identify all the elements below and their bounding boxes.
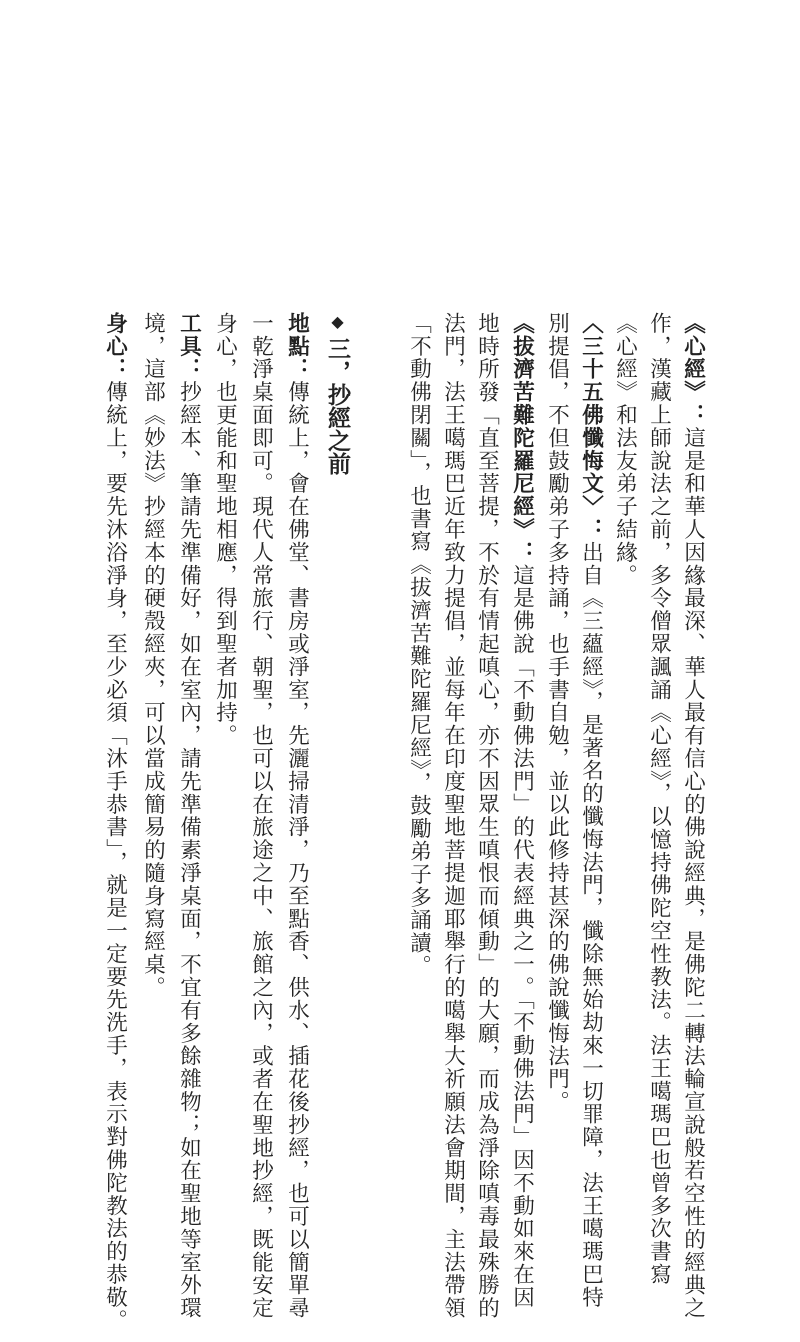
text-column-8: 法門，法王噶瑪巴近年致力提倡，並每年在印度聖地菩提迦耶舉行的噶舉大祈願法會期間，主法帶領	[440, 312, 466, 1320]
text-column-12: 身心，也更能和聖地相應，得到聖者加持。	[212, 312, 238, 748]
term-body-mind: 身心：	[102, 312, 128, 381]
term-35-buddhas: 〈三十五佛懺悔文〉：	[578, 312, 604, 541]
text-column-11: 一乾淨桌面即可。現代人常旅行、朝聖，也可以在旅途之中、旅館之內，或者在聖地抄經，既能安定	[248, 312, 274, 1320]
text-column-4: 〈三十五佛懺悔文〉：出自《三蘊經》，是著名的懺悔法門，懺除無始劫來一切罪障，法王噶瑪巴特	[578, 312, 604, 1309]
text-column-3: 《心經》和法友弟子結緣。	[612, 312, 638, 587]
text-column-7: 地時所發「直至菩提，不於有情起嗔心，亦不因眾生嗔恨而傾動」的大願，而成為淨除嗔毒最殊勝的	[474, 312, 500, 1320]
text-column-13: 工具：抄經本、筆請先準備好，如在室內，請先準備素淨桌面，不宜有多餘雜物；如在聖地等室外環	[176, 312, 202, 1320]
term-heart-sutra: 《心經》：	[680, 312, 706, 427]
text-column-2: 作，漢藏上師說法之前，多令僧眾諷誦《心經》，以憶持佛陀空性教法。法王噶瑪巴也曾多次書寫	[646, 312, 672, 1286]
text-column-6: 《拔濟苦難陀羅尼經》：這是佛說「不動佛法門」的代表經典之一。「不動佛法門」因不動如來在因	[509, 312, 535, 1309]
diamond-bullet-icon: ◆	[328, 312, 347, 331]
section-title: 三，抄經之前	[324, 337, 351, 475]
text-column-9: 「不動佛閉關」，也書寫《拔濟苦難陀羅尼經》，鼓勵弟子多誦讀。	[406, 312, 432, 978]
term-tools: 工具：	[176, 312, 202, 381]
text-column-1: 《心經》：這是和華人因緣最深、華人最有信心的佛說經典，是佛陀二轉法輪宣說般若空性的經典之	[680, 312, 706, 1320]
text-column-15: 身心：傳統上，要先沐浴淨身，至少必須「沐手恭書」，就是一定要先洗手，表示對佛陀教法的恭敬。	[102, 312, 128, 1332]
text-column-14: 境，這部《妙法》抄經本的硬殼經夾，可以當成簡易的隨身寫經桌。	[140, 312, 166, 999]
term-location: 地點：	[284, 312, 310, 381]
term-dharani-sutra: 《拔濟苦難陀羅尼經》：	[509, 312, 535, 564]
text-column-10: 地點：傳統上，會在佛堂、書房或淨室，先灑掃清淨，乃至點香、供水、插花後抄經，也可以簡單尋	[284, 312, 310, 1320]
section-heading	[326, 312, 349, 475]
text-column-5: 別提倡，不但鼓勵弟子多持誦，也手書自勉，並以此修持甚深的佛說懺悔法門。	[544, 312, 570, 1114]
